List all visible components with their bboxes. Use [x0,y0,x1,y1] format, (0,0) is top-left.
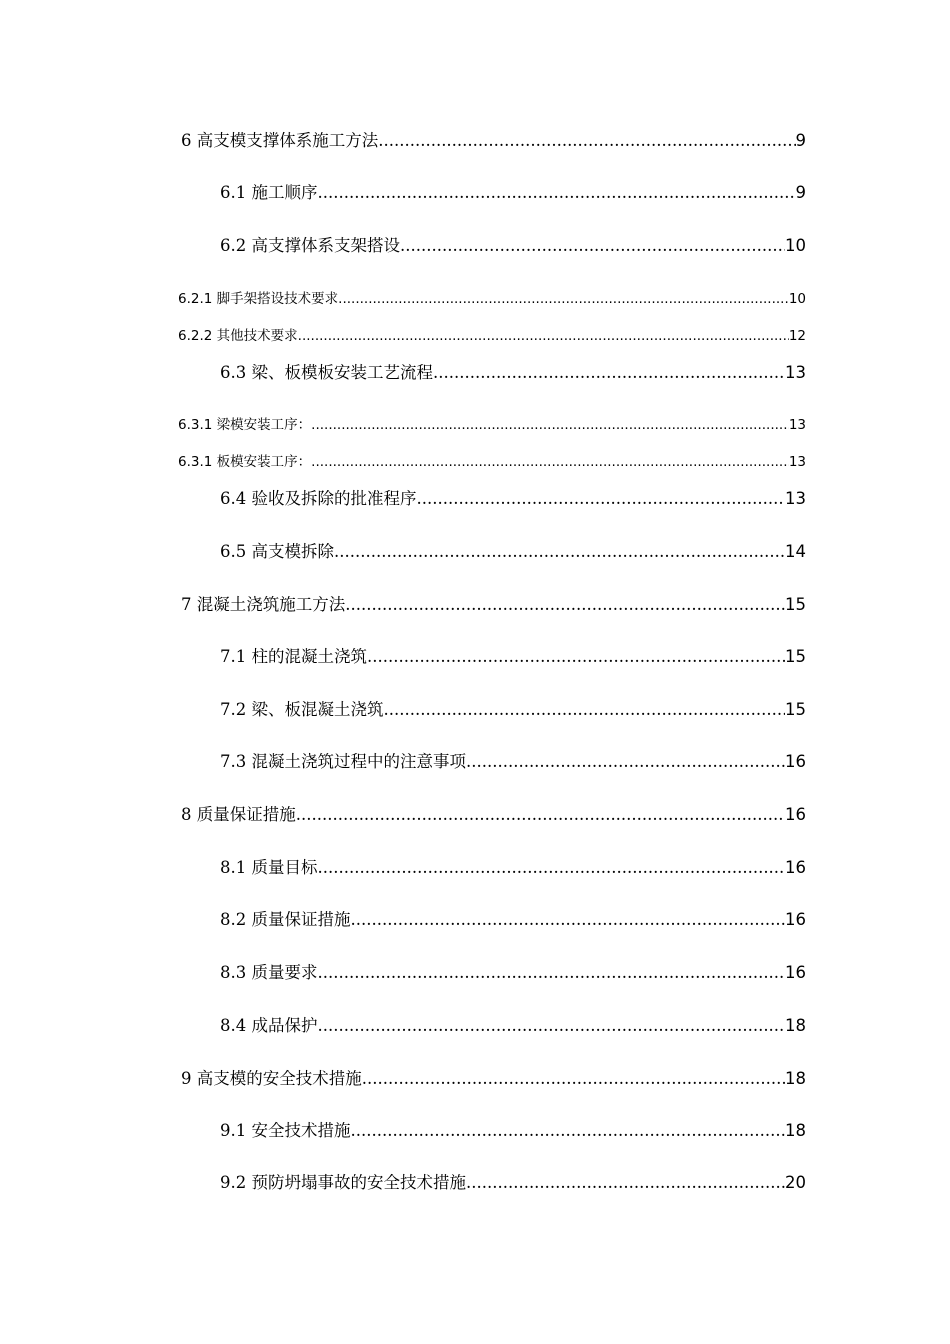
toc-entry-title: 6.2 高支撑体系支架搭设 [220,236,400,255]
toc-dot-leader [318,183,796,202]
toc-entry-title: 9.1 安全技术措施 [220,1121,351,1140]
toc-dot-leader [318,1016,786,1035]
toc-entry-7[interactable] [181,591,806,615]
toc-entry-title: 6.1 施工顺序 [220,183,318,202]
toc-page-number: 15 [785,647,806,666]
toc-page-number: 9 [795,183,806,202]
toc-entry-7-3[interactable] [220,748,806,772]
toc-entry-title: 6.3.1 梁模安装工序： [178,417,312,433]
toc-entry-title: 8.1 质量目标 [220,858,318,877]
toc-entry-title: 8.2 质量保证措施 [220,910,351,929]
toc-page-number: 15 [785,595,806,614]
toc-entry-title: 6.4 验收及拆除的批准程序 [220,489,417,508]
toc-page-number: 18 [785,1121,806,1140]
toc-page-number: 18 [785,1016,806,1035]
toc-page-number: 14 [785,542,806,561]
toc-entry-title: 6.5 高支模拆除 [220,542,334,561]
toc-entry-6-2-1[interactable] [178,287,806,307]
toc-page-number: 16 [785,805,806,824]
toc-entry-title: 9 高支模的安全技术措施 [181,1069,362,1088]
toc-dot-leader [351,1121,786,1140]
toc-entry-title: 6.2.1 脚手架搭设技术要求 [178,291,339,307]
toc-entry-title: 6.2.2 其他技术要求 [178,328,298,344]
toc-dot-leader [351,910,786,929]
toc-page-number: 16 [785,752,806,771]
toc-dot-leader [334,542,785,561]
toc-dot-leader [400,236,785,255]
toc-page-number: 10 [785,236,806,255]
toc-entry-6[interactable] [181,127,806,151]
toc-entry-title: 8 质量保证措施 [181,805,296,824]
toc-entry-6-1[interactable] [220,179,806,203]
toc-entry-6-5[interactable] [220,538,806,562]
toc-dot-leader [296,805,785,824]
toc-page-number: 12 [788,328,806,344]
toc-entry-title: 6.3.1 板模安装工序： [178,454,312,470]
toc-dot-leader [362,1069,785,1088]
toc-dot-leader [466,1173,785,1192]
toc-dot-leader [338,291,789,307]
toc-page-number: 13 [788,417,806,433]
toc-dot-leader [433,363,785,382]
toc-page-number: 16 [785,858,806,877]
toc-entry-8-3[interactable] [220,959,806,983]
toc-entry-6-3-1-beam[interactable] [178,413,806,433]
toc-entry-7-2[interactable] [220,696,806,720]
toc-page-number: 18 [785,1069,806,1088]
toc-dot-leader [384,700,786,719]
toc-entry-7-1[interactable] [220,643,806,667]
toc-page-number: 15 [785,700,806,719]
toc-page-number: 13 [785,489,806,508]
toc-entry-title: 7 混凝土浇筑施工方法 [181,595,346,614]
toc-entry-title: 6 高支模支撑体系施工方法 [181,131,379,150]
toc-entry-title: 7.1 柱的混凝土浇筑 [220,647,367,666]
toc-dot-leader [367,647,785,666]
toc-entry-title: 8.3 质量要求 [220,963,318,982]
toc-page-number: 9 [795,131,806,150]
toc-dot-leader [318,963,786,982]
toc-entry-6-2[interactable] [220,232,806,256]
toc-entry-6-3-1-slab[interactable] [178,450,806,470]
toc-dot-leader [298,328,789,344]
toc-entry-title: 7.2 梁、板混凝土浇筑 [220,700,384,719]
toc-entry-title: 7.3 混凝土浇筑过程中的注意事项 [220,752,466,771]
toc-page-number: 16 [785,963,806,982]
toc-entry-6-3[interactable] [220,359,806,383]
toc-dot-leader [318,858,786,877]
toc-entry-9[interactable] [181,1065,806,1089]
toc-entry-8-1[interactable] [220,854,806,878]
toc-entry-9-1[interactable] [220,1117,806,1141]
toc-entry-6-2-2[interactable] [178,324,806,344]
toc-entry-8-2[interactable] [220,906,806,930]
toc-page-number: 20 [785,1173,806,1192]
toc-page-number: 10 [788,291,806,307]
toc-entry-9-2[interactable] [220,1169,806,1193]
toc-page-number: 16 [785,910,806,929]
toc-entry-8[interactable] [181,801,806,825]
toc-entry-title: 8.4 成品保护 [220,1016,318,1035]
toc-dot-leader [417,489,786,508]
toc-dot-leader [378,131,795,150]
toc-dot-leader [311,454,789,470]
toc-dot-leader [345,595,785,614]
toc-page-number: 13 [788,454,806,470]
toc-entry-6-4[interactable] [220,485,806,509]
toc-dot-leader [466,752,785,771]
toc-entry-title: 9.2 预防坍塌事故的安全技术措施 [220,1173,466,1192]
toc-entry-8-4[interactable] [220,1012,806,1036]
toc-page-number: 13 [785,363,806,382]
toc-entry-title: 6.3 梁、板模板安装工艺流程 [220,363,433,382]
toc-dot-leader [311,417,789,433]
